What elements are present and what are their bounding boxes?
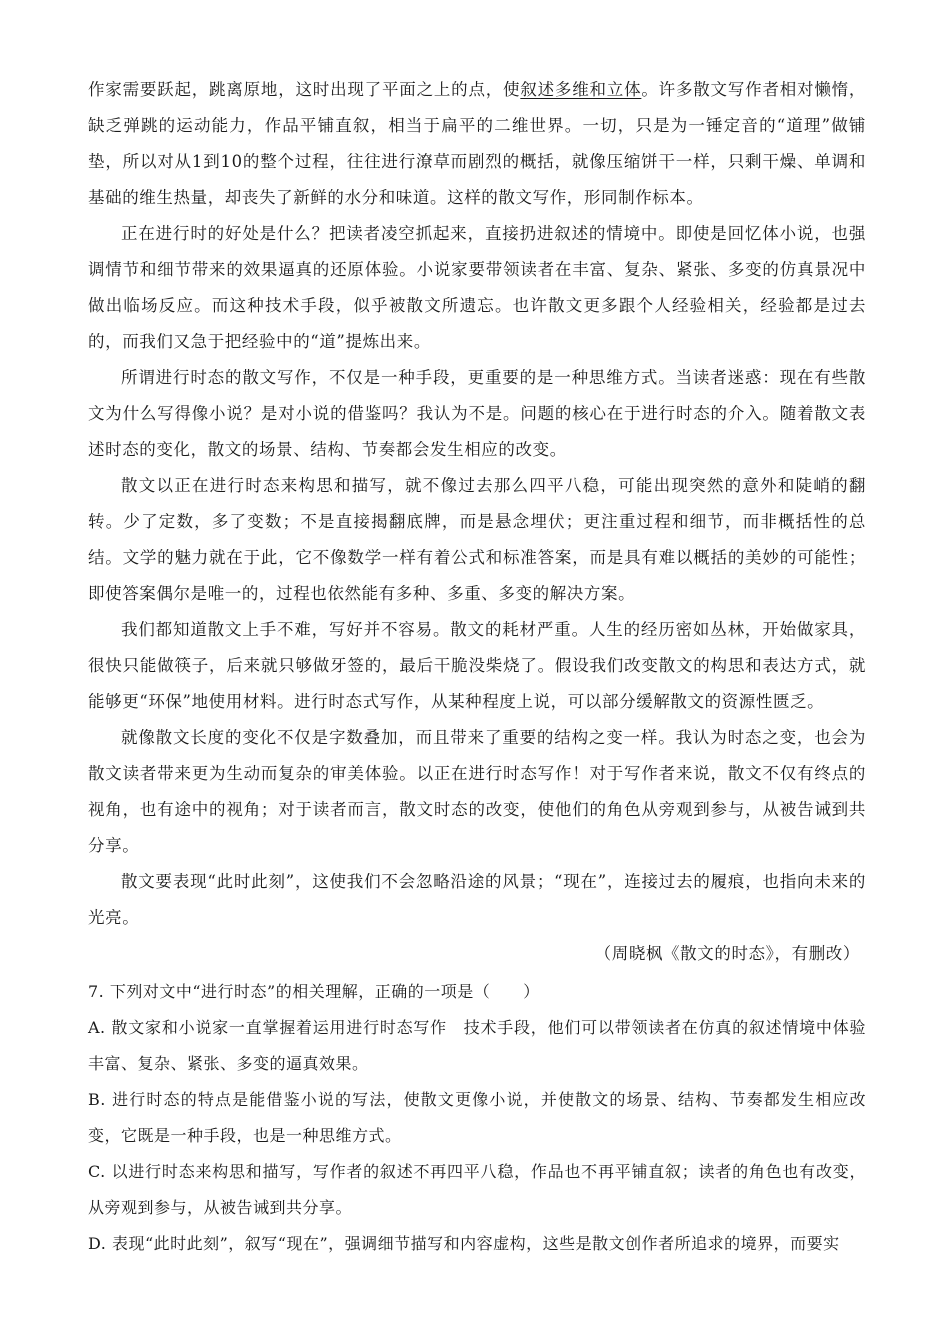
passage-paragraph-6: 就像散文长度的变化不仅是字数叠加，而且带来了重要的结构之变一样。我认为时态之变，也会为散文读者带来更为生动而复杂的审美体验。以正在进行时态写作！对于写作者来说，散文不仅有终点的视角，也有途中的视角；对于读者而言，散文时态的改变，使他们的角色从旁观到参与，从被告诫到共分享。 bbox=[88, 728, 866, 855]
passage-p1-before: 作家需要跃起，跳离原地，这时出现了平面之上的点，使 bbox=[88, 80, 521, 99]
reading-passage bbox=[88, 72, 866, 1262]
question-stem: 7. 下列对文中“进行时态”的相关理解，正确的一项是（ ） bbox=[88, 982, 540, 1001]
passage-paragraph-2: 正在进行时的好处是什么？把读者凌空抓起来，直接扔进叙述的情境中。即使是回忆体小说，也强调情节和细节带来的效果逼真的还原体验。小说家要带领读者在丰富、复杂、紧张、多变的仿真景况中做出临场反应。而这种技术手段，似乎被散文所遗忘。也许散文更多跟个人经验相关，经验都是过去的，而我们又急于把经验中的“道”提炼出来。 bbox=[88, 224, 866, 351]
option-b[interactable] bbox=[88, 1082, 866, 1154]
option-text: 进行时态的特点是能借鉴小说的写法，使散文更像小说，并使散文的场景、结构、节奏都发生相应改变，它既是一种手段，也是一种思维方式。 bbox=[88, 1090, 866, 1145]
option-text: 散文家和小说家一直掌握着运用进行时态写作 技术手段，他们可以带领读者在仿真的叙述情境中体验丰富、复杂、紧张、多变的逼真效果。 bbox=[88, 1018, 866, 1073]
option-d[interactable] bbox=[88, 1226, 866, 1262]
passage-paragraph-3: 所谓进行时态的散文写作，不仅是一种手段，更重要的是一种思维方式。当读者迷惑：现在有些散文为什么写得像小说？是对小说的借鉴吗？我认为不是。问题的核心在于进行时态的介入。随着散文表述时态的变化，散文的场景、结构、节奏都会发生相应的改变。 bbox=[88, 368, 866, 459]
option-text: 以进行时态来构思和描写，写作者的叙述不再四平八稳，作品也不再平铺直叙；读者的角色也有改变，从旁观到参与，从被告诫到共分享。 bbox=[88, 1162, 866, 1217]
option-text: 表现“此时此刻”，叙写“现在”，强调细节描写和内容虚构，这些是散文创作者所追求的境界，而要实 bbox=[111, 1234, 840, 1253]
passage-paragraph-5: 我们都知道散文上手不难，写好并不容易。散文的耗材严重。人生的经历密如丛林，开始做家具，很快只能做筷子，后来就只够做牙签的，最后干脆没柴烧了。假设我们改变散文的构思和表达方式，就能够更“环保”地使用材料。进行时态式写作，从某种程度上说，可以部分缓解散文的资源性匮乏。 bbox=[88, 620, 866, 711]
passage-paragraph-1 bbox=[88, 72, 866, 216]
passage-paragraph-4: 散文以正在进行时态来构思和描写，就不像过去那么四平八稳，可能出现突然的意外和陡峭的翻转。少了定数，多了变数；不是直接揭翻底牌，而是悬念埋伏；更注重过程和细节，而非概括性的总结。文学的魅力就在于此，它不像数学一样有着公式和标准答案，而是具有难以概括的美妙的可能性；即使答案偶尔是唯一的，过程也依然能有多种、多重、多变的解决方案。 bbox=[88, 476, 866, 603]
underlined-phrase: 叙述多维和立体 bbox=[520, 80, 642, 99]
question-7 bbox=[88, 974, 866, 1262]
option-letter: A. bbox=[88, 1018, 106, 1037]
passage-source: （周晓枫《散文的时态》，有删改） bbox=[594, 944, 860, 963]
option-letter: D. bbox=[88, 1234, 107, 1253]
option-c[interactable] bbox=[88, 1154, 866, 1226]
option-letter: B. bbox=[88, 1090, 106, 1109]
option-letter: C. bbox=[88, 1162, 106, 1181]
passage-p1-after: 。许多散文写作者相对懒惰，缺乏弹跳的运动能力，作品平铺直叙，相当于扁平的二维世界。一切，只是为一锤定音的“道理”做铺垫，所以对从1到10的整个过程，往往进行潦草而剧烈的概括，就像压缩饼干一样，只剩干燥、单调和基础的维生热量，却丧失了新鲜的水分和味道。这样的散文写作，形同制作标本。 bbox=[88, 80, 867, 207]
option-a[interactable] bbox=[88, 1010, 866, 1082]
passage-paragraph-7: 散文要表现“此时此刻”，这使我们不会忽略沿途的风景；“现在”，连接过去的履痕，也指向未来的光亮。 bbox=[88, 872, 866, 927]
